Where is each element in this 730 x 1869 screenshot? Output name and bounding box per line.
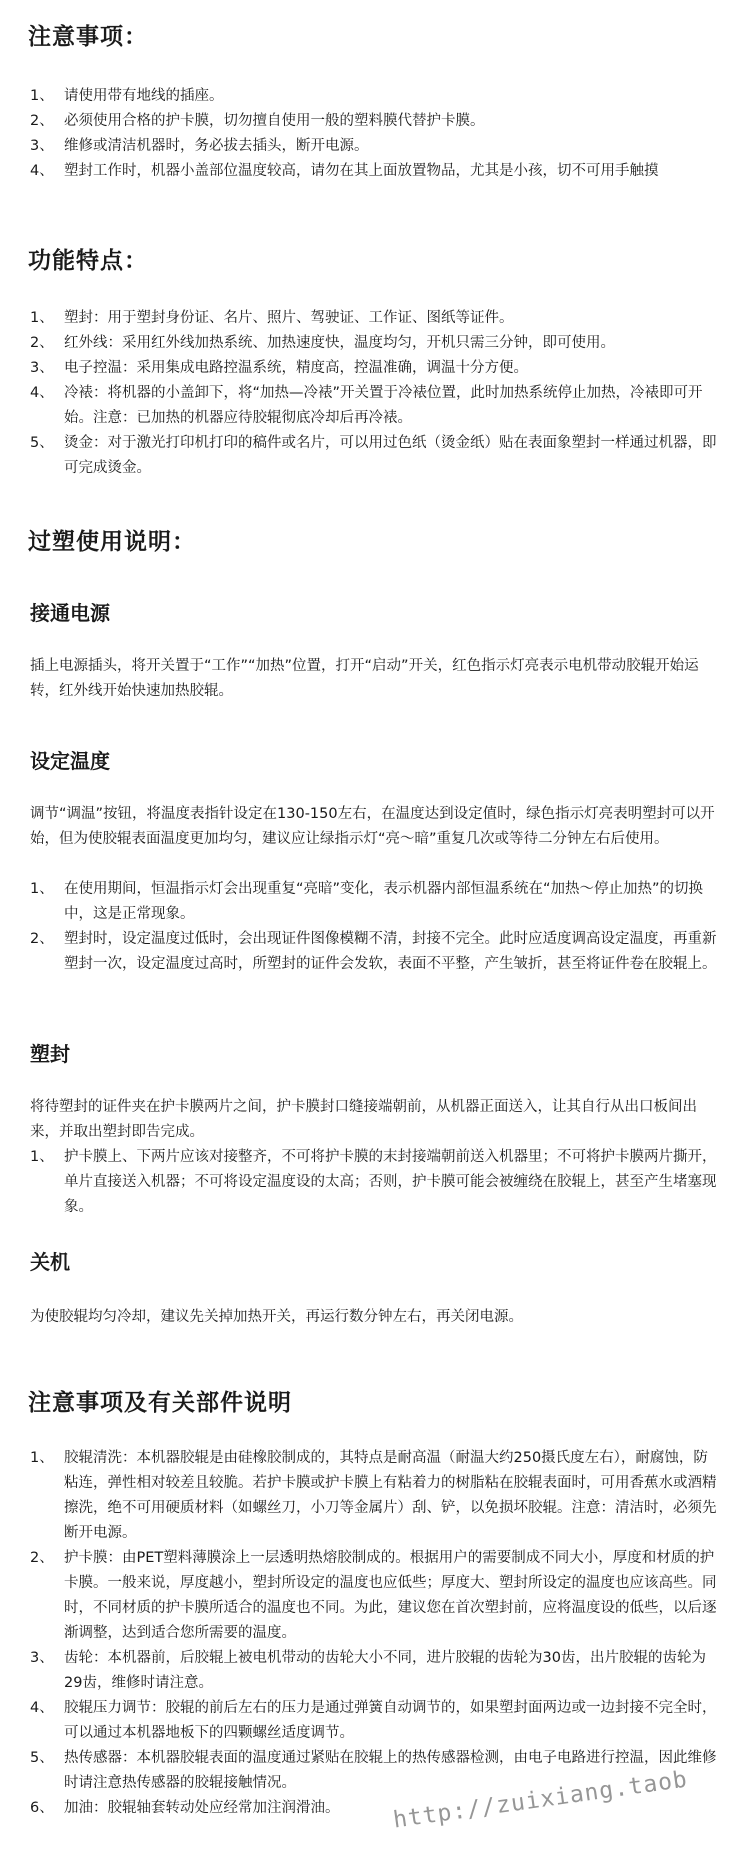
item-number: 5、 xyxy=(30,435,54,451)
watermark-url: http://zuixiang.taob xyxy=(391,1766,690,1834)
features-list xyxy=(30,306,720,481)
item-number: 5、 xyxy=(30,1750,54,1766)
usage-title: 过塑使用说明： xyxy=(28,529,196,555)
item-text: 在使用期间，恒温指示灯会出现重复“亮暗”变化，表示机器内部恒温系统在“加热～停止加热”的切换中，这是正常现象。 xyxy=(64,881,704,922)
item-number: 2、 xyxy=(30,113,54,129)
temperature-list xyxy=(30,877,720,977)
item-number: 3、 xyxy=(30,1650,54,1666)
item-text: 请使用带有地线的插座。 xyxy=(64,88,224,104)
parts-list xyxy=(30,1446,720,1821)
item-text: 红外线：采用红外线加热系统、加热速度快，温度均匀，开机只需三分钟，即可使用。 xyxy=(64,335,615,351)
poweroff-heading: 关机 xyxy=(30,1250,70,1274)
notice-title: 注意事项： xyxy=(28,24,148,50)
list-item xyxy=(30,84,720,109)
item-text: 维修或清洁机器时，务必拔去插头，断开电源。 xyxy=(64,138,369,154)
power-text: 插上电源插头，将开关置于“工作”“加热”位置，打开“启动”开关，红色指示灯亮表示电机带动胶辊开始运转，红外线开始快速加热胶辊。 xyxy=(30,658,699,699)
item-number: 2、 xyxy=(30,931,54,947)
item-number: 1、 xyxy=(30,310,54,326)
item-text: 胶辊清洗：本机器胶辊是由硅橡胶制成的，其特点是耐高温（耐温大约250摄氏度左右），耐腐蚀，防粘连，弹性相对较差且较脆。若护卡膜或护卡膜上有粘着力的树脂粘在胶辊表面时，可用香蕉水或酒精擦洗，绝不可用硬质材料（如螺丝刀，小刀等金属片）刮、铲，以免损坏胶辊。注意：清洁时，必须先断开电源。 xyxy=(64,1450,717,1541)
list-item xyxy=(30,356,720,381)
list-item xyxy=(30,1696,720,1746)
list-item xyxy=(30,306,720,331)
list-item xyxy=(30,877,720,927)
power-heading: 接通电源 xyxy=(30,601,110,625)
item-text: 热传感器：本机器胶辊表面的温度通过紧贴在胶辊上的热传感器检测，由电子电路进行控温，因此维修时请注意热传感器的胶辊接触情况。 xyxy=(64,1750,717,1791)
list-item xyxy=(30,134,720,159)
list-item xyxy=(30,159,720,184)
item-text: 冷裱：将机器的小盖卸下，将“加热—冷裱”开关置于冷裱位置，此时加热系统停止加热，冷裱即可开始。注意：已加热的机器应待胶辊彻底冷却后再冷裱。 xyxy=(64,385,703,426)
item-number: 2、 xyxy=(30,335,54,351)
poweroff-text: 为使胶辊均匀冷却，建议先关掉加热开关，再运行数分钟左右，再关闭电源。 xyxy=(30,1309,523,1325)
item-number: 1、 xyxy=(30,1450,54,1466)
item-number: 4、 xyxy=(30,163,54,179)
item-number: 3、 xyxy=(30,138,54,154)
item-number: 6、 xyxy=(30,1800,54,1816)
item-text: 胶辊压力调节：胶辊的前后左右的压力是通过弹簧自动调节的，如果塑封面两边或一边封接不完全时，可以通过本机器地板下的四颗螺丝适度调节。 xyxy=(64,1700,717,1741)
features-title: 功能特点： xyxy=(28,248,148,274)
item-text: 齿轮：本机器前，后胶辊上被电机带动的齿轮大小不同，进片胶辊的齿轮为30齿，出片胶辊的齿轮为29齿，维修时请注意。 xyxy=(64,1650,706,1691)
item-number: 3、 xyxy=(30,360,54,376)
list-item xyxy=(30,1646,720,1696)
item-text: 护卡膜上、下两片应该对接整齐，不可将护卡膜的末封接端朝前送入机器里；不可将护卡膜两片撕开，单片直接送入机器；不可将设定温度设的太高；否则，护卡膜可能会被缠绕在胶辊上，甚至产生堵塞现象。 xyxy=(64,1149,717,1215)
item-number: 2、 xyxy=(30,1550,54,1566)
temperature-heading: 设定温度 xyxy=(30,749,110,773)
parts-title: 注意事项及有关部件说明 xyxy=(28,1390,292,1416)
list-item xyxy=(30,1546,720,1646)
list-item xyxy=(30,431,720,481)
list-item xyxy=(30,331,720,356)
item-number: 4、 xyxy=(30,385,54,401)
list-item xyxy=(30,381,720,431)
item-text: 塑封工作时，机器小盖部位温度较高，请勿在其上面放置物品，尤其是小孩，切不可用手触摸 xyxy=(64,163,659,179)
item-text: 必须使用合格的护卡膜，切勿擅自使用一般的塑料膜代替护卡膜。 xyxy=(64,113,485,129)
item-number: 4、 xyxy=(30,1700,54,1716)
temperature-text: 调节“调温”按钮，将温度表指针设定在130-150左右，在温度达到设定值时，绿色指示灯亮表明塑封可以开始，但为使胶辊表面温度更加均匀，建议应让绿指示灯“亮～暗”重复几次或等待二分钟左右后使用。 xyxy=(30,806,715,847)
item-text: 电子控温：采用集成电路控温系统，精度高，控温准确，调温十分方便。 xyxy=(64,360,528,376)
notice-list xyxy=(30,84,720,184)
list-item xyxy=(30,927,720,977)
item-number: 1、 xyxy=(30,1149,54,1165)
list-item xyxy=(30,1145,720,1220)
seal-text: 将待塑封的证件夹在护卡膜两片之间，护卡膜封口缝接端朝前，从机器正面送入，让其自行从出口板间出来，并取出塑封即告完成。 xyxy=(30,1099,697,1140)
list-item xyxy=(30,109,720,134)
item-text: 烫金：对于激光打印机打印的稿件或名片，可以用过色纸（烫金纸）贴在表面象塑封一样通过机器，即可完成烫金。 xyxy=(64,435,717,476)
list-item xyxy=(30,1446,720,1546)
item-text: 护卡膜：由PET塑料薄膜涂上一层透明热熔胶制成的。根据用户的需要制成不同大小，厚度和材质的护卡膜。一般来说，厚度越小，塑封所设定的温度也应低些；厚度大、塑封所设定的温度也应该高些。同时，不同材质的护卡膜所适合的温度也不同。为此，建议您在首次塑封前，应将温度设的低些，以后逐渐调整，达到适合您所需要的温度。 xyxy=(64,1550,717,1641)
item-number: 1、 xyxy=(30,881,54,897)
seal-list xyxy=(30,1145,720,1220)
item-text: 加油：胶辊轴套转动处应经常加注润滑油。 xyxy=(64,1800,340,1816)
item-text: 塑封：用于塑封身份证、名片、照片、驾驶证、工作证、图纸等证件。 xyxy=(64,310,514,326)
seal-heading: 塑封 xyxy=(30,1042,70,1066)
item-text: 塑封时，设定温度过低时，会出现证件图像模糊不清，封接不完全。此时应适度调高设定温度，再重新塑封一次，设定温度过高时，所塑封的证件会发软，表面不平整，产生皱折，甚至将证件卷在胶辊上。 xyxy=(64,931,717,972)
item-number: 1、 xyxy=(30,88,54,104)
